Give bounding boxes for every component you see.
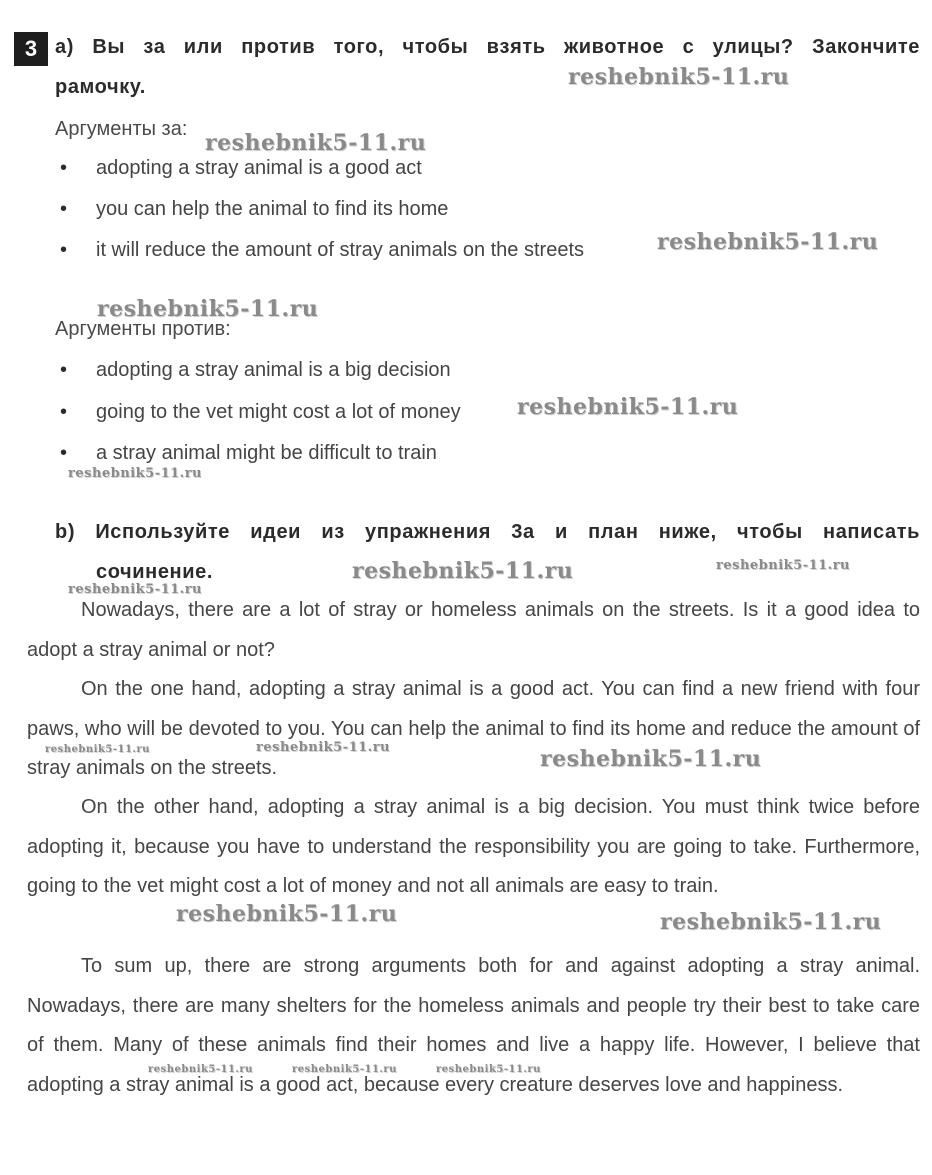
watermark: reshebnik5-11.ru [176, 901, 398, 927]
bullet-icon: • [60, 359, 68, 381]
watermark: reshebnik5-11.ru [660, 909, 882, 935]
watermark: reshebnik5-11.ru [657, 229, 879, 255]
task-a-heading-cont: рамочку. [55, 76, 146, 98]
arguments-against-label: Аргументы против: [55, 318, 231, 340]
watermark: reshebnik5-11.ru [716, 558, 851, 573]
essay-paragraph-for: On the one hand, adopting a stray animal is a good act. You can find a new friend with four paws, who will be devoted to you. You can help the animal to find its home and reduce the amount of stray animals on the streets. [27, 678, 920, 779]
watermark: reshebnik5-11.ru [45, 744, 150, 755]
watermark: reshebnik5-11.ru [256, 740, 391, 755]
against-item: going to the vet might cost a lot of money [96, 401, 461, 423]
essay-paragraph-conclusion: To sum up, there are strong arguments both for and against adopting a stray animal. Nowadays, there are many shelters for the homeless animals and people try their best to take care of them. Many of these animals find their homes and live a happy life. However, I believe that adopting a stray animal is a good act, because every creature deserves love and happiness. [27, 955, 920, 1096]
watermark: reshebnik5-11.ru [517, 394, 739, 420]
watermark: reshebnik5-11.ru [568, 64, 790, 90]
task-b-heading: b) Используйте идеи из упражнения 3a и план ниже, чтобы написать [55, 521, 920, 543]
against-item: adopting a stray animal is a big decision [96, 359, 451, 381]
bullet-icon: • [60, 157, 68, 179]
arguments-for-label: Аргументы за: [55, 118, 188, 140]
watermark: reshebnik5-11.ru [68, 582, 203, 597]
watermark: reshebnik5-11.ru [540, 746, 762, 772]
watermark: reshebnik5-11.ru [436, 1064, 541, 1075]
essay-paragraph-against: On the other hand, adopting a stray animal is a big decision. You must think twice before adopting it, because you have to understand the responsibility you are going to take. Furthermore, going to the vet might cost a lot of money and not all animals are easy to train. [27, 796, 920, 897]
watermark: reshebnik5-11.ru [352, 558, 574, 584]
watermark: reshebnik5-11.ru [205, 130, 427, 156]
for-item: you can help the animal to find its home [96, 198, 449, 220]
watermark: reshebnik5-11.ru [68, 466, 203, 481]
bullet-icon: • [60, 239, 68, 261]
against-item: a stray animal might be difficult to train [96, 442, 437, 464]
bullet-icon: • [60, 198, 68, 220]
bullet-icon: • [60, 442, 68, 464]
for-item: adopting a stray animal is a good act [96, 157, 422, 179]
for-item: it will reduce the amount of stray animals on the streets [96, 239, 585, 261]
watermark: reshebnik5-11.ru [148, 1064, 253, 1075]
essay-paragraph-intro: Nowadays, there are a lot of stray or homeless animals on the streets. Is it a good idea to adopt a stray animal or not? [27, 599, 920, 661]
watermark: reshebnik5-11.ru [97, 296, 319, 322]
task-b-heading-cont: сочинение. [96, 561, 214, 583]
bullet-icon: • [60, 401, 68, 423]
watermark: reshebnik5-11.ru [292, 1064, 397, 1075]
exercise-number-badge: 3 [14, 32, 48, 66]
task-a-heading: a) Вы за или против того, чтобы взять животное с улицы? Закончите [55, 36, 920, 58]
